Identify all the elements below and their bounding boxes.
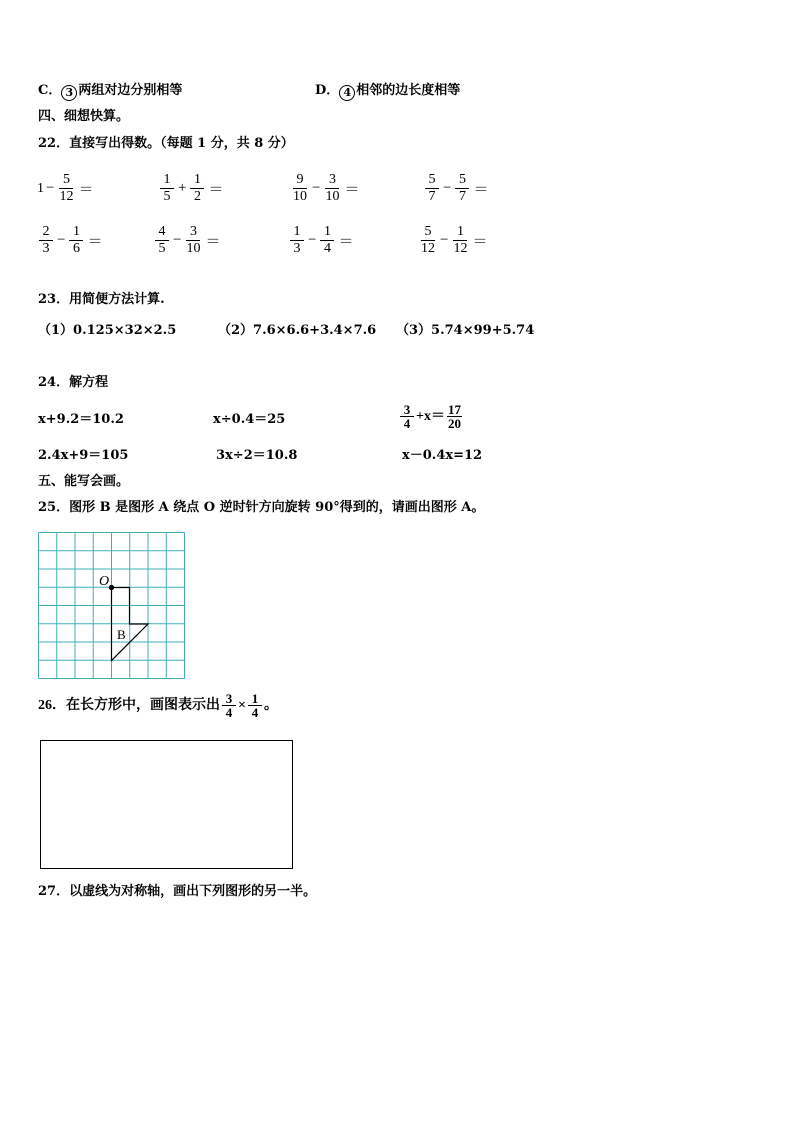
question-27-title: 27．以虚线为对称轴，画出下列图形的另一半。	[38, 884, 317, 899]
q22-expr-8	[418, 224, 489, 257]
fraction	[290, 224, 304, 257]
operator: ×	[238, 697, 246, 713]
denominator: 7	[458, 189, 466, 204]
q24-eq-3	[398, 403, 464, 430]
denominator: 4	[323, 241, 331, 256]
fraction	[420, 224, 436, 257]
fraction	[190, 172, 204, 205]
whole-number: 1	[37, 180, 44, 196]
option-d-text: 相邻的边长度相等	[356, 83, 461, 98]
fraction	[452, 224, 468, 257]
option-c-text: 两组对边分别相等	[78, 83, 183, 98]
denominator: 2	[193, 189, 201, 204]
fraction	[455, 172, 469, 205]
question-24-title: 24．解方程	[38, 375, 109, 390]
point-o-label: O	[99, 574, 110, 589]
q24-eq-6: x－0.4x=12	[402, 448, 483, 463]
numerator: 3	[222, 692, 236, 706]
operator: +	[178, 180, 187, 196]
q24-eq-4: 2.4x+9＝105	[38, 448, 129, 463]
q22-expr-5	[37, 224, 104, 257]
operator: −	[46, 180, 55, 196]
numerator: 2	[39, 224, 53, 241]
fraction	[320, 224, 334, 257]
q22-expr-7	[288, 224, 355, 257]
fraction	[58, 172, 74, 205]
numerator: 3	[325, 172, 339, 189]
numerator: 5	[421, 224, 435, 241]
denominator: 5	[163, 189, 171, 204]
numerator: 1	[248, 692, 262, 706]
fraction	[447, 403, 462, 430]
option-d-label: D．	[315, 83, 340, 98]
denominator: 7	[428, 189, 436, 204]
numerator: 17	[447, 402, 461, 417]
operator: −	[173, 232, 182, 248]
numerator: 1	[453, 224, 467, 241]
q23-item-2: （2）7.6×6.6+3.4×7.6	[218, 323, 377, 338]
denominator: 12	[421, 241, 435, 256]
equals-sign: ＝	[205, 234, 221, 250]
question-26-text: 26．在长方形中，画图表示出	[38, 697, 220, 713]
numerator: 1	[160, 172, 174, 189]
q23-item-3: （3）5.74×99+5.74	[396, 323, 535, 338]
equals-sign: ＝	[344, 182, 360, 198]
equals-sign: ＝	[338, 234, 354, 250]
equals-sign: ＝	[473, 182, 489, 198]
equals-sign: ＝	[87, 234, 103, 250]
point-o	[109, 585, 114, 590]
q24-eq-2: x÷0.4＝25	[213, 412, 286, 427]
equals-sign: ＝	[208, 182, 224, 198]
numerator: 9	[293, 172, 307, 189]
equation-middle: +x＝	[416, 408, 445, 424]
equals-sign: ＝	[472, 234, 488, 250]
denominator: 5	[158, 241, 166, 256]
numerator: 1	[69, 224, 83, 241]
fraction	[160, 172, 174, 205]
question-26-end: 。	[263, 697, 278, 713]
denominator: 4	[403, 416, 411, 431]
q24-eq-5: 3x÷2＝10.8	[216, 448, 298, 463]
fraction	[155, 224, 169, 257]
fraction	[248, 692, 262, 719]
q22-expr-2	[158, 172, 225, 205]
option-c-label: C．	[38, 83, 62, 98]
question-25-title: 25．图形 B 是图形 A 绕点 O 逆时针方向旋转 90°得到的，请画出图形 A。	[38, 500, 485, 515]
operator: −	[440, 232, 449, 248]
numerator: 4	[155, 224, 169, 241]
fraction	[292, 172, 308, 205]
denominator: 10	[293, 189, 307, 204]
q22-expr-4	[423, 172, 490, 205]
numerator: 1	[290, 224, 304, 241]
option-c	[38, 83, 182, 101]
fraction	[185, 224, 201, 257]
option-d-number: 4	[339, 85, 355, 101]
question-23-title: 23．用简便方法计算.	[38, 292, 165, 307]
q22-expr-1	[37, 172, 95, 205]
fraction	[400, 403, 414, 430]
question-22-title: 22．直接写出得数。（每题 1 分，共 8 分）	[38, 136, 294, 151]
option-c-number: 3	[61, 85, 77, 101]
q24-eq-1: x+9.2＝10.2	[38, 412, 124, 427]
q22-expr-6	[153, 224, 222, 257]
question-26-title	[38, 692, 278, 719]
fraction	[222, 692, 236, 719]
fraction	[425, 172, 439, 205]
fraction	[324, 172, 340, 205]
denominator: 4	[225, 705, 233, 720]
denominator: 10	[186, 241, 201, 256]
fraction	[69, 224, 83, 257]
fraction	[39, 224, 53, 257]
numerator: 5	[425, 172, 439, 189]
equals-sign: ＝	[78, 182, 94, 198]
section-5-title: 五、能写会画。	[38, 474, 130, 489]
numerator: 1	[190, 172, 204, 189]
denominator: 3	[293, 241, 301, 256]
option-d	[315, 83, 460, 101]
denominator: 12	[453, 241, 468, 256]
operator: −	[312, 180, 321, 196]
denominator: 12	[59, 189, 74, 204]
denominator: 4	[251, 705, 259, 720]
drawing-rectangle[interactable]	[40, 740, 293, 869]
q23-item-1: （1）0.125×32×2.5	[38, 323, 177, 338]
denominator: 20	[447, 416, 461, 431]
numerator: 5	[455, 172, 469, 189]
denominator: 3	[42, 241, 50, 256]
numerator: 5	[59, 172, 73, 189]
numerator: 1	[320, 224, 334, 241]
operator: −	[57, 232, 66, 248]
numerator: 3	[400, 403, 414, 417]
numerator: 3	[186, 224, 200, 241]
operator: −	[308, 232, 317, 248]
shape-b-label: B	[117, 627, 126, 642]
denominator: 10	[325, 189, 340, 204]
rotation-grid[interactable]	[38, 532, 187, 680]
q22-expr-3	[290, 172, 361, 205]
section-4-title: 四、细想快算。	[38, 109, 130, 124]
denominator: 6	[72, 241, 80, 256]
operator: −	[443, 180, 452, 196]
